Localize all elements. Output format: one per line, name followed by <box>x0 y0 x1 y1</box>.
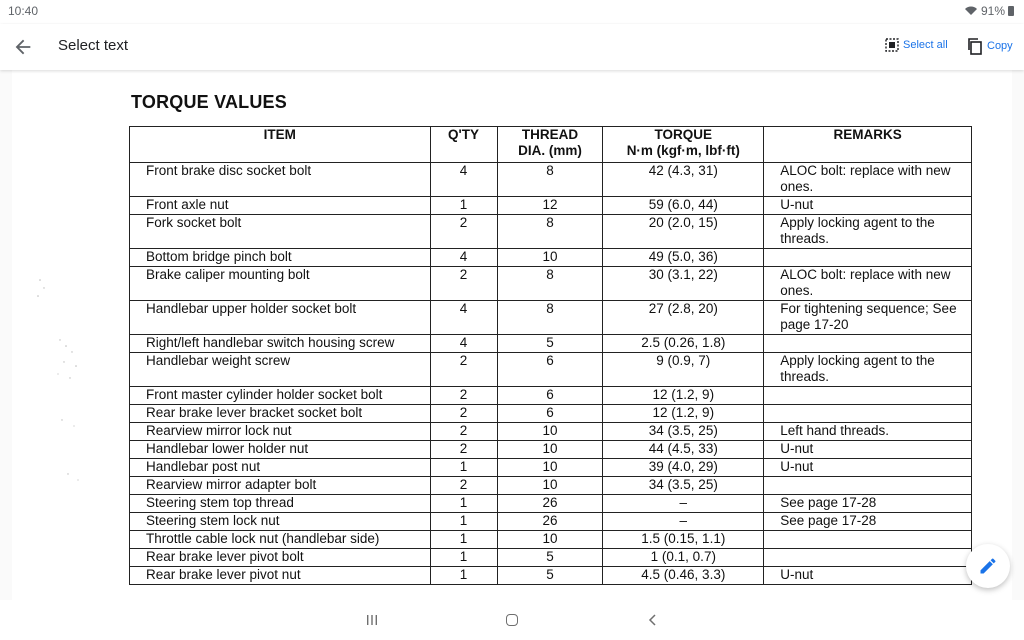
cell-remarks: U-nut <box>764 567 972 585</box>
cell-remarks: Apply locking agent to the threads. <box>764 215 972 249</box>
cell-item: Front brake disc socket bolt <box>130 163 431 197</box>
cell-remarks <box>764 531 972 549</box>
cell-item: Rearview mirror lock nut <box>130 423 431 441</box>
app-bar <box>0 24 1024 70</box>
cell-remarks <box>764 549 972 567</box>
table-row <box>130 197 972 215</box>
table-row <box>130 405 972 423</box>
cell-remarks: See page 17-28 <box>764 513 972 531</box>
cell-thread-dia: 26 <box>497 495 603 513</box>
cell-torque: 12 (1.2, 9) <box>603 387 764 405</box>
cell-item: Brake caliper mounting bolt <box>130 267 431 301</box>
cell-remarks: U-nut <box>764 459 972 477</box>
select-all-button[interactable] <box>884 37 948 53</box>
cell-item: Front axle nut <box>130 197 431 215</box>
wifi-icon <box>964 6 978 16</box>
cell-item: Bottom bridge pinch bolt <box>130 249 431 267</box>
cell-qty: 2 <box>430 267 497 301</box>
select-all-label: Select all <box>903 39 948 51</box>
header-torque-line2: N·m (kgf·m, lbf·ft) <box>626 143 740 158</box>
cell-torque: 1.5 (0.15, 1.1) <box>603 531 764 549</box>
table-row <box>130 513 972 531</box>
table-row <box>130 495 972 513</box>
cell-torque: 42 (4.3, 31) <box>603 163 764 197</box>
cell-item: Handlebar lower holder nut <box>130 441 431 459</box>
page-title: Select text <box>58 37 129 54</box>
header-remarks: REMARKS <box>764 127 972 163</box>
home-icon[interactable] <box>506 614 518 626</box>
cell-thread-dia: 5 <box>497 567 603 585</box>
pencil-icon <box>978 556 998 576</box>
recents-icon[interactable] <box>366 614 378 626</box>
select-all-icon <box>884 37 900 53</box>
cell-qty: 1 <box>430 495 497 513</box>
table-row <box>130 301 972 335</box>
cell-qty: 4 <box>430 249 497 267</box>
cell-remarks <box>764 249 972 267</box>
cell-torque: 44 (4.5, 33) <box>603 441 764 459</box>
table-row <box>130 335 972 353</box>
table-row <box>130 477 972 495</box>
cell-torque: 49 (5.0, 36) <box>603 249 764 267</box>
table-row <box>130 549 972 567</box>
status-bar <box>0 0 1024 24</box>
cell-item: Rear brake lever pivot nut <box>130 567 431 585</box>
cell-torque: 12 (1.2, 9) <box>603 405 764 423</box>
cell-torque: 20 (2.0, 15) <box>603 215 764 249</box>
cell-qty: 2 <box>430 441 497 459</box>
status-time: 10:40 <box>8 4 39 18</box>
cell-item: Steering stem lock nut <box>130 513 431 531</box>
copy-icon <box>966 37 984 55</box>
cell-qty: 1 <box>430 549 497 567</box>
battery-percent: 91% <box>980 4 1005 18</box>
table-row <box>130 215 972 249</box>
table-row <box>130 163 972 197</box>
cell-qty: 1 <box>430 531 497 549</box>
cell-thread-dia: 10 <box>497 441 603 459</box>
nav-back-icon[interactable] <box>646 613 660 627</box>
cell-qty: 2 <box>430 215 497 249</box>
cell-qty: 2 <box>430 405 497 423</box>
copy-button[interactable] <box>966 37 1013 55</box>
cell-qty: 2 <box>430 387 497 405</box>
cell-remarks: ALOC bolt: replace with new ones. <box>764 163 972 197</box>
cell-qty: 1 <box>430 513 497 531</box>
table-body <box>130 163 972 585</box>
table-row <box>130 249 972 267</box>
cell-remarks: Apply locking agent to the threads. <box>764 353 972 387</box>
cell-torque: 34 (3.5, 25) <box>603 423 764 441</box>
cell-thread-dia: 10 <box>497 459 603 477</box>
scan-noise <box>30 270 90 490</box>
cell-thread-dia: 10 <box>497 423 603 441</box>
cell-remarks: U-nut <box>764 197 972 215</box>
cell-qty: 1 <box>430 459 497 477</box>
cell-item: Front master cylinder holder socket bolt <box>130 387 431 405</box>
cell-thread-dia: 8 <box>497 163 603 197</box>
cell-remarks: U-nut <box>764 441 972 459</box>
cell-torque: 39 (4.0, 29) <box>603 459 764 477</box>
cell-item: Handlebar upper holder socket bolt <box>130 301 431 335</box>
cell-torque: – <box>603 495 764 513</box>
table-row <box>130 387 972 405</box>
status-indicators <box>964 4 1014 18</box>
cell-item: Fork socket bolt <box>130 215 431 249</box>
table-header-row <box>130 127 972 163</box>
cell-torque: – <box>603 513 764 531</box>
torque-table <box>129 126 972 585</box>
cell-thread-dia: 6 <box>497 353 603 387</box>
cell-item: Rear brake lever bracket socket bolt <box>130 405 431 423</box>
cell-torque: 1 (0.1, 0.7) <box>603 549 764 567</box>
cell-torque: 59 (6.0, 44) <box>603 197 764 215</box>
cell-torque: 2.5 (0.26, 1.8) <box>603 335 764 353</box>
cell-thread-dia: 26 <box>497 513 603 531</box>
cell-thread-dia: 12 <box>497 197 603 215</box>
cell-qty: 4 <box>430 335 497 353</box>
copy-label: Copy <box>987 40 1013 52</box>
cell-remarks: For tightening sequence; See page 17-20 <box>764 301 972 335</box>
cell-thread-dia: 8 <box>497 215 603 249</box>
cell-remarks: Left hand threads. <box>764 423 972 441</box>
table-row <box>130 567 972 585</box>
arrow-back-icon[interactable] <box>12 36 34 58</box>
header-thread-line2: DIA. (mm) <box>518 143 582 158</box>
battery-icon <box>1008 6 1014 16</box>
cell-torque: 4.5 (0.46, 3.3) <box>603 567 764 585</box>
header-thread-line1: THREAD <box>521 127 579 142</box>
cell-qty: 4 <box>430 163 497 197</box>
cell-torque: 34 (3.5, 25) <box>603 477 764 495</box>
document-title: TORQUE VALUES <box>131 92 287 112</box>
cell-remarks: See page 17-28 <box>764 495 972 513</box>
header-item: ITEM <box>130 127 431 163</box>
header-torque-line1: TORQUE <box>654 127 713 142</box>
table-row <box>130 531 972 549</box>
table-row <box>130 459 972 477</box>
cell-item: Steering stem top thread <box>130 495 431 513</box>
cell-torque: 30 (3.1, 22) <box>603 267 764 301</box>
table-row <box>130 267 972 301</box>
header-qty: Q'TY <box>430 127 497 163</box>
header-thread <box>497 127 603 163</box>
cell-item: Throttle cable lock nut (handlebar side) <box>130 531 431 549</box>
cell-thread-dia: 8 <box>497 267 603 301</box>
edit-button[interactable] <box>966 544 1010 588</box>
cell-torque: 9 (0.9, 7) <box>603 353 764 387</box>
table-row <box>130 353 972 387</box>
cell-item: Handlebar post nut <box>130 459 431 477</box>
cell-thread-dia: 10 <box>497 531 603 549</box>
header-torque <box>603 127 764 163</box>
table-row <box>130 441 972 459</box>
cell-qty: 2 <box>430 353 497 387</box>
cell-remarks: ALOC bolt: replace with new ones. <box>764 267 972 301</box>
cell-remarks <box>764 477 972 495</box>
cell-item: Rear brake lever pivot bolt <box>130 549 431 567</box>
cell-thread-dia: 10 <box>497 249 603 267</box>
cell-remarks <box>764 387 972 405</box>
cell-qty: 2 <box>430 477 497 495</box>
cell-thread-dia: 5 <box>497 335 603 353</box>
cell-remarks <box>764 335 972 353</box>
cell-thread-dia: 6 <box>497 405 603 423</box>
system-nav-bar <box>0 600 1024 640</box>
cell-item: Handlebar weight screw <box>130 353 431 387</box>
cell-thread-dia: 6 <box>497 387 603 405</box>
cell-thread-dia: 5 <box>497 549 603 567</box>
cell-remarks <box>764 405 972 423</box>
table-row <box>130 423 972 441</box>
cell-qty: 1 <box>430 197 497 215</box>
cell-thread-dia: 8 <box>497 301 603 335</box>
cell-qty: 4 <box>430 301 497 335</box>
cell-thread-dia: 10 <box>497 477 603 495</box>
cell-item: Right/left handlebar switch housing screw <box>130 335 431 353</box>
cell-qty: 1 <box>430 567 497 585</box>
cell-torque: 27 (2.8, 20) <box>603 301 764 335</box>
cell-qty: 2 <box>430 423 497 441</box>
cell-item: Rearview mirror adapter bolt <box>130 477 431 495</box>
